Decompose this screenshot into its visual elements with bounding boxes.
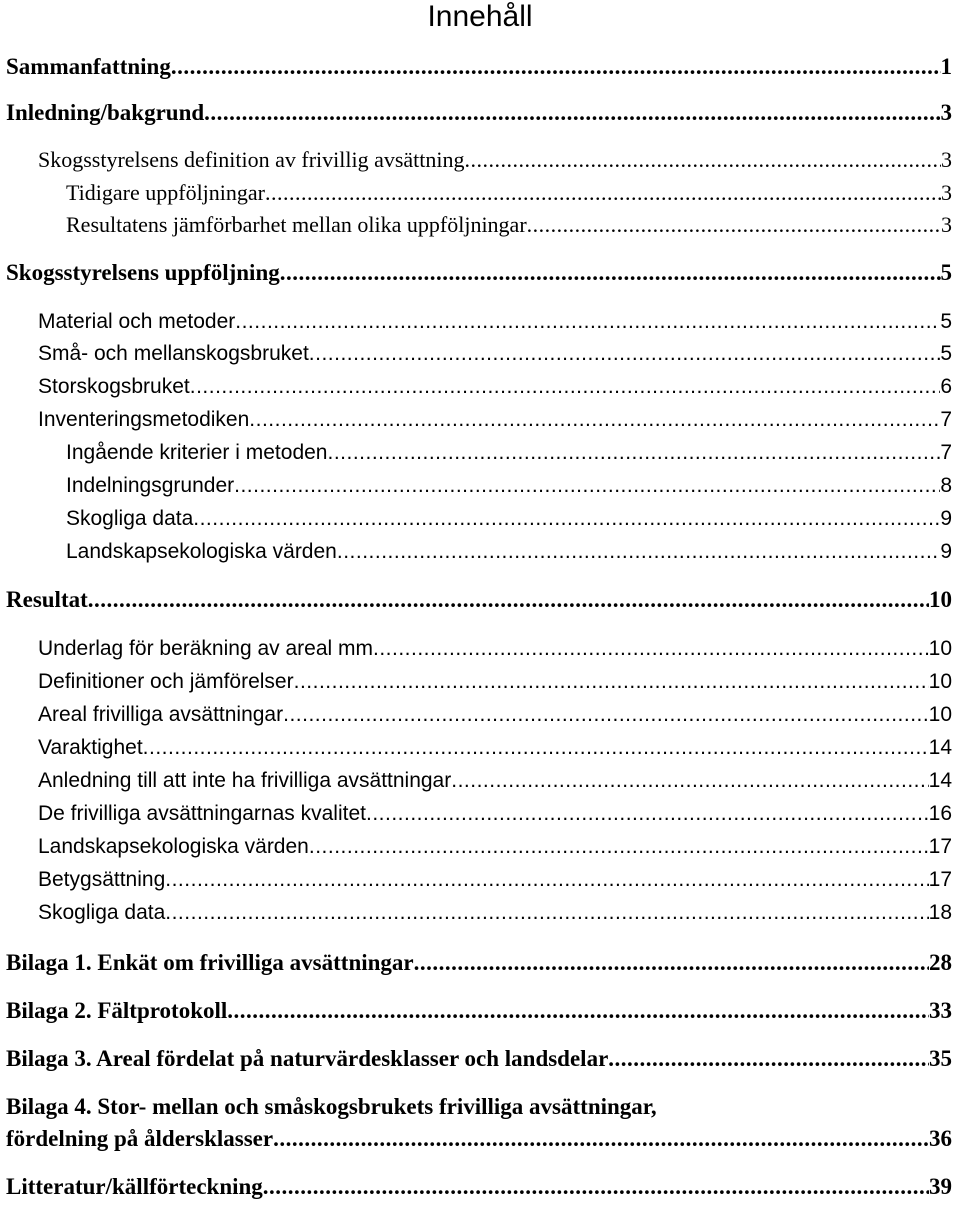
toc-entry-bilaga-4-line-1[interactable] <box>0 1092 960 1122</box>
toc-entry-text: Bilaga 4. Stor- mellan och småskogsbrukets frivilliga avsättningar, <box>6 1094 657 1119</box>
toc-entry-storskogsbruket[interactable] <box>0 372 960 402</box>
toc-entry-text: Betygsättning <box>38 868 166 891</box>
toc-page-number: 17 <box>928 868 952 891</box>
toc-entry-text: Ingående kriterier i metoden <box>66 441 328 464</box>
toc-entry-text: Landskapsekologiska värden <box>38 835 309 858</box>
toc-page-number: 14 <box>928 769 952 792</box>
toc-entry-definition[interactable] <box>0 145 960 175</box>
toc-page-number: 18 <box>928 901 952 924</box>
toc-entry-indelningsgrunder[interactable] <box>0 471 960 501</box>
toc-page-number: 7 <box>940 408 952 431</box>
toc-entry-text: De frivilliga avsättningarnas kvalitet <box>38 802 366 825</box>
toc-page-number: 5 <box>940 342 952 365</box>
toc-page-number: 36 <box>929 1126 952 1151</box>
toc-entry-inledning[interactable] <box>0 98 960 128</box>
toc-entry-tidigare[interactable] <box>0 178 960 208</box>
toc-page-number: 3 <box>941 147 952 172</box>
toc-leader-dots <box>265 178 941 208</box>
toc-leader-dots <box>165 865 928 895</box>
toc-entry-text: Inventeringsmetodiken <box>38 408 250 431</box>
toc-entry-sma-mellan[interactable] <box>0 339 960 369</box>
toc-entry-text: Areal frivilliga avsättningar <box>38 703 284 726</box>
toc-entry-text: Små- och mellanskogsbruket <box>38 342 309 365</box>
toc-entry-text: Inledning/bakgrund <box>6 100 205 125</box>
toc-page-number: 6 <box>940 375 952 398</box>
toc-page-number: 33 <box>929 998 952 1023</box>
toc-leader-dots <box>366 799 929 829</box>
toc-entry-text: Underlag för beräkning av areal mm <box>38 637 373 660</box>
toc-entry-skogliga-data-1[interactable] <box>0 504 960 534</box>
toc-page-number: 7 <box>940 441 952 464</box>
toc-leader-dots <box>283 700 929 730</box>
toc-entry-betygsattning[interactable] <box>0 865 960 895</box>
toc-entry-inventeringsmetodiken[interactable] <box>0 405 960 435</box>
toc-leader-dots <box>171 52 941 82</box>
toc-entry-text: Skogsstyrelsens uppföljning <box>6 260 280 285</box>
toc-entry-bilaga-3[interactable] <box>0 1044 960 1074</box>
toc-entry-text: Sammanfattning <box>6 54 171 79</box>
toc-entry-bilaga-2[interactable] <box>0 996 960 1026</box>
toc-leader-dots <box>190 372 941 402</box>
toc-leader-dots <box>204 98 940 128</box>
toc-entry-underlag[interactable] <box>0 634 960 664</box>
toc-page-number: 3 <box>940 100 952 125</box>
toc-entry-text: Indelningsgrunder <box>66 474 235 497</box>
toc-leader-dots <box>309 339 941 369</box>
toc-leader-dots <box>527 210 941 240</box>
toc-entry-jamforbarhet[interactable] <box>0 210 960 240</box>
toc-page-number: 10 <box>928 670 952 693</box>
toc-leader-dots <box>235 307 940 337</box>
toc-entry-text: Bilaga 1. Enkät om frivilliga avsättningar <box>6 950 414 975</box>
toc-leader-dots <box>273 1124 929 1154</box>
toc-leader-dots <box>193 504 940 534</box>
toc-entry-text: Bilaga 2. Fältprotokoll <box>6 998 228 1023</box>
toc-page-number: 3 <box>941 212 952 237</box>
toc-page-number: 10 <box>928 703 952 726</box>
toc-page-number: 16 <box>928 802 952 825</box>
toc-page-number: 10 <box>929 587 952 612</box>
toc-page-number: 9 <box>940 507 952 530</box>
toc-entry-litteratur[interactable] <box>0 1172 960 1202</box>
toc-leader-dots <box>143 733 929 763</box>
toc-leader-dots <box>88 585 929 615</box>
toc-entry-text: Definitioner och jämförelser <box>38 670 294 693</box>
toc-leader-dots <box>414 948 929 978</box>
toc-entry-text: Skogliga data <box>38 901 166 924</box>
toc-leader-dots <box>309 832 929 862</box>
toc-entry-sammanfattning[interactable] <box>0 52 960 82</box>
toc-entry-text: Resultatens jämförbarhet mellan olika uppföljningar <box>66 212 527 237</box>
toc-entry-text: Skogsstyrelsens definition av frivillig avsättning <box>38 147 465 172</box>
toc-leader-dots <box>234 471 940 501</box>
toc-entry-landskapsekologiska-2[interactable] <box>0 832 960 862</box>
toc-entry-text: Skogliga data <box>66 507 194 530</box>
toc-page-number: 9 <box>940 540 952 563</box>
toc-entry-kvalitet[interactable] <box>0 799 960 829</box>
toc-leader-dots <box>465 145 941 175</box>
toc-page-number: 14 <box>928 736 952 759</box>
toc-entry-text: Litteratur/källförteckning <box>6 1174 263 1199</box>
toc-entry-text: Bilaga 3. Areal fördelat på naturvärdesklasser och landsdelar <box>6 1046 609 1071</box>
toc-page-number: 5 <box>940 260 952 285</box>
toc-entry-text: fördelning på åldersklasser <box>6 1126 274 1151</box>
toc-page-number: 35 <box>929 1046 952 1071</box>
toc-entry-definitioner[interactable] <box>0 667 960 697</box>
toc-leader-dots <box>249 405 940 435</box>
toc-entry-text: Resultat <box>6 587 88 612</box>
toc-entry-bilaga-1[interactable] <box>0 948 960 978</box>
toc-entry-text: Anledning till att inte ha frivilliga avsättningar <box>38 769 452 792</box>
toc-page-number: 39 <box>929 1174 952 1199</box>
toc-leader-dots <box>280 258 941 288</box>
toc-entry-text: Varaktighet <box>38 736 143 759</box>
toc-page-number: 17 <box>928 835 952 858</box>
toc-entry-material[interactable] <box>0 307 960 337</box>
toc-entry-text: Landskapsekologiska värden <box>66 540 337 563</box>
toc-entry-bilaga-4-line-2[interactable] <box>0 1124 960 1154</box>
toc-entry-text: Storskogsbruket <box>38 375 190 398</box>
toc-page-number: 8 <box>940 474 952 497</box>
toc-leader-dots <box>263 1172 929 1202</box>
toc-leader-dots <box>608 1044 929 1074</box>
toc-leader-dots <box>337 537 940 567</box>
page-title: Innehåll <box>427 0 533 33</box>
toc-entry-areal[interactable] <box>0 700 960 730</box>
toc-entry-landskapsekologiska-1[interactable] <box>0 537 960 567</box>
toc-entry-varaktighet[interactable] <box>0 733 960 763</box>
toc-page-number: 28 <box>929 950 952 975</box>
toc-leader-dots <box>165 898 928 928</box>
toc-entry-resultat[interactable] <box>0 585 960 615</box>
toc-entry-uppfoljning[interactable] <box>0 258 960 288</box>
toc-leader-dots <box>451 766 928 796</box>
toc-leader-dots <box>227 996 929 1026</box>
toc-entry-kriterier[interactable] <box>0 438 960 468</box>
toc-entry-text: Material och metoder <box>38 310 236 333</box>
toc-entry-skogliga-data-2[interactable] <box>0 898 960 928</box>
toc-page-number: 5 <box>940 310 952 333</box>
toc-entry-anledning[interactable] <box>0 766 960 796</box>
toc-entry-text: Tidigare uppföljningar <box>66 180 265 205</box>
toc-page-number: 1 <box>940 54 952 79</box>
toc-leader-dots <box>328 438 941 468</box>
toc-leader-dots <box>373 634 929 664</box>
toc-leader-dots <box>294 667 929 697</box>
toc-page-number: 3 <box>941 180 952 205</box>
toc-page-number: 10 <box>928 637 952 660</box>
